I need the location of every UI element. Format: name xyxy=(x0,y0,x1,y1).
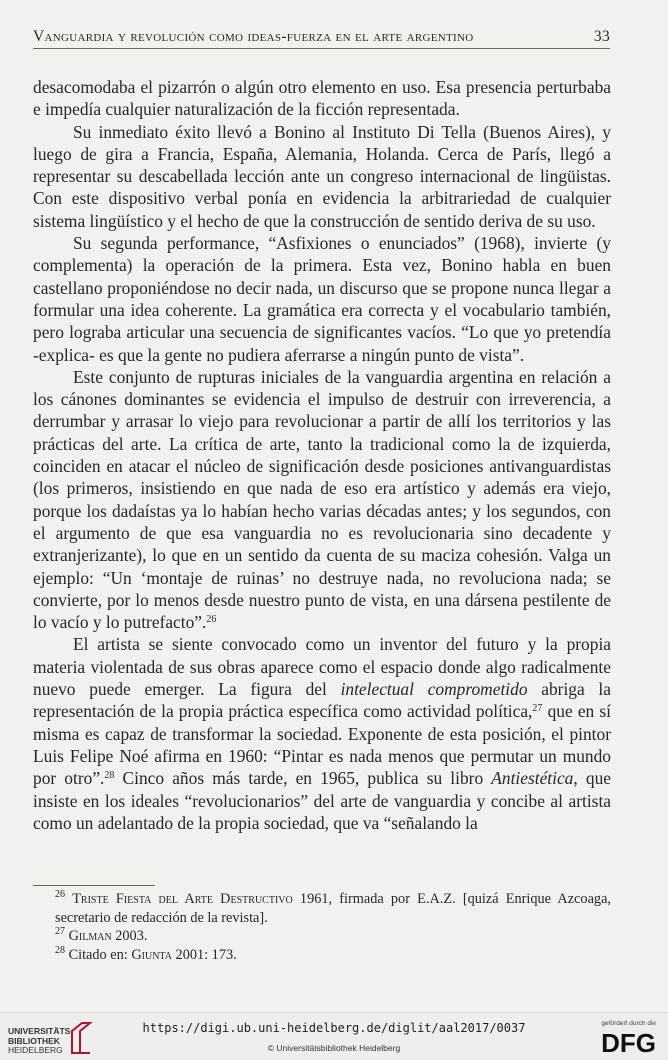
footnote-number: 26 xyxy=(55,889,65,900)
running-title: Vanguardia y revolución como ideas-fuerza en el arte argentino xyxy=(33,28,474,45)
footnotes xyxy=(33,890,611,964)
footnote-text: 2001: 173. xyxy=(171,946,237,963)
footnote-source: Triste Fiesta del Arte Destructivo xyxy=(72,891,293,907)
library-name-line: UNIVERSITÄTS- xyxy=(8,1026,74,1036)
paragraph-text: Cinco años más tarde, en 1965, publica su libro xyxy=(114,768,492,789)
footnote-source: Gilman xyxy=(68,928,112,944)
footnote-ref[interactable]: 27 xyxy=(532,703,543,715)
dfg-logo[interactable]: DFG xyxy=(601,1028,656,1058)
funding-note: gefördert durch die xyxy=(601,1020,656,1027)
paragraph-text: Este conjunto de rupturas iniciales de la vanguardia argentina en relación a los cánones dominantes se evidencia el impulso de destruir con irreverencia, a derrumbar y arrasar lo viejo para revolucionar a partir de allí los territorios y las prácticas del arte. La crítica de arte, tanto la tradicional como la de izquierda, coinciden en atacar el núcleo de significación desde posiciones antivanguardistas (los primeros, insistiendo en que nada de eso era artístico y además era viejo, porque los dadaístas ya lo habían hecho varias décadas antes; y los segundos, con el argumento de que esa vanguardia no es revolucionaria sino decadente y extranjerizante), lo que en un sentido da cuenta de su maciza cohesión. Valga un ejemplo: “Un ‘montaje de ruinas’ no destruye nada, no revoluciona nada; se convierte, por lo menos desde nuestro punto de vista, en una dársena pestilente de lo vacío y lo putrefacto”. xyxy=(33,366,611,633)
digitization-footer xyxy=(0,1012,668,1060)
footnote-source: Giunta xyxy=(131,946,172,963)
footnote xyxy=(33,890,611,927)
footnote-text: 2003. xyxy=(111,928,148,944)
footnote xyxy=(33,927,611,946)
paragraph: Su inmediato éxito llevó a Bonino al Instituto Di Tella (Buenos Aires), y luego de gira a Francia, España, Alemania, Holanda. Cerca de París, llegó a representar su descabellada lección ante un congreso internacional de lingüistas. Con este dispositivo verbal ponía en evidencia la arbitrariedad de cualquier sistema lingüístico y el hecho de que la construcción de sentido deriva de su uso. xyxy=(33,121,611,231)
paragraph-text: que en sí misma es capaz de transformar la sociedad. Exponente de esta posición, el pintor Luis Felipe Noé afirma en 1960: “Pintar es nada menos que permutar un mundo por otro”. xyxy=(33,701,611,789)
paragraph xyxy=(33,366,611,634)
copyright-notice: © Universitätsbibliothek Heidelberg xyxy=(267,1043,401,1053)
paragraph xyxy=(33,633,611,834)
body-text xyxy=(33,76,611,834)
page-number: 33 xyxy=(593,28,610,45)
footnote-text: 1961, firmada por E.A.Z. [quizá Enrique Azcoaga, secretario de redacción de la revista]. xyxy=(55,891,611,926)
paragraph-text: El artista se siente convocado como un inventor del futuro y la propia materia violentada de sus obras aparece como el espacio donde algo radicalmente nuevo puede emerger. La figura del xyxy=(33,634,611,700)
paragraph-text: abriga la representación de la propia práctica específica como actividad política, xyxy=(33,679,611,722)
library-name-line: HEIDELBERG xyxy=(8,1045,63,1055)
footnote-ref[interactable]: 26 xyxy=(206,614,217,626)
library-name-line: BIBLIOTHEK xyxy=(8,1035,60,1046)
footnote xyxy=(33,946,611,965)
paragraph-text: , que insiste en los ideales “revolucionarios” del arte de vanguardia y concibe al artista como un adelantado de la propia sociedad, que va “señalando la xyxy=(33,768,611,833)
footnote-text: Citado en: xyxy=(68,946,132,963)
book-title: Antiestética xyxy=(491,768,574,789)
italic-term: intelectual comprometido xyxy=(340,679,528,700)
footnote-number: 27 xyxy=(55,926,65,937)
footnote-rule xyxy=(33,885,155,886)
paragraph: Su segunda performance, “Asfixiones o enunciados” (1968), invierte (y complementa) la operación de la primera. Esta vez, Bonino habla en buen castellano proponiéndose no decir nada, un discurso que se propone nunca llegar a formular una idea coherente. La gramática era correcta y el vocabulario también, pero lograba articular una secuencia de significantes vacíos. “Lo que yo pretendía -explica- es que la gente no pudiera aferrarse a ningún punto de vista”. xyxy=(33,233,611,365)
paragraph: desacomodaba el pizarrón o algún otro elemento en uso. Esa presencia perturbaba e impedía cualquier naturalización de la ficción representada. xyxy=(33,77,611,120)
footnote-ref[interactable]: 28 xyxy=(104,770,115,782)
running-header xyxy=(33,28,610,49)
footnote-number: 28 xyxy=(55,944,65,956)
permalink-url[interactable]: https://digi.ub.uni-heidelberg.de/diglit/aal2017/0037 xyxy=(142,1021,526,1035)
